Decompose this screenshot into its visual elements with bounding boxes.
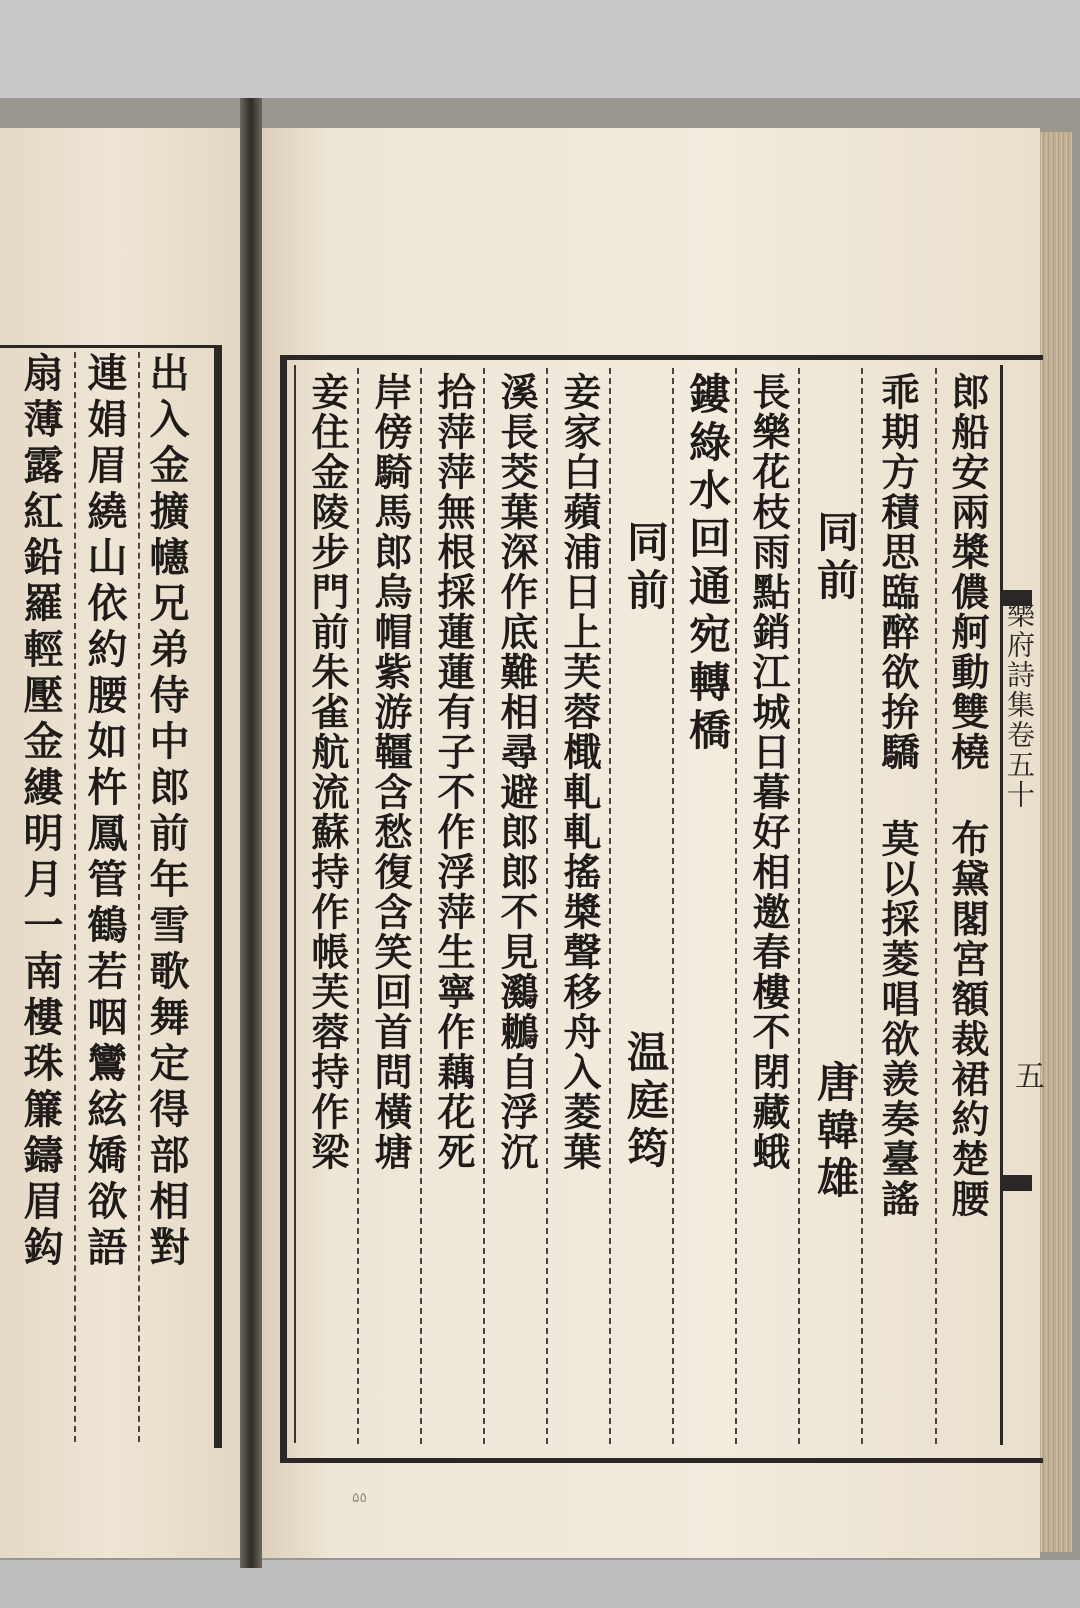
- column-rule: [483, 368, 485, 1444]
- text-column: 溪長茭葉深作底難相尋避郎郎不見鸂鶒自浮沉: [494, 372, 539, 1172]
- left-column-rule: [74, 352, 76, 1442]
- text-column: 妾住金陵步門前朱雀航流蘇持作帳芙蓉持作梁: [305, 372, 350, 1172]
- fish-tail-mark-lower: [1002, 1175, 1032, 1191]
- column-rule: [798, 368, 800, 1444]
- book-gutter: [240, 98, 262, 1568]
- text-column: 岸傍騎馬郎烏帽紫游韁含愁復含笑回首問橫塘: [368, 372, 413, 1172]
- column-rule: [420, 368, 422, 1444]
- text-column: 妾家白蘋浦日上芙蓉檝軋軋搖槳聲移舟入菱葉: [557, 372, 602, 1172]
- text-column: 鏤綠水回通宛轉橋: [683, 372, 732, 756]
- left-text-column: 連娟眉繞山依約腰如杵鳳管鶴若咽鸞絃嬌欲語: [81, 352, 128, 1272]
- left-text-column: 出入金擴幰兄弟侍中郎前年雪歌舞定得部相對: [143, 352, 190, 1272]
- column-rule: [672, 368, 674, 1444]
- column-rule: [861, 368, 863, 1444]
- fore-edge: [1040, 132, 1072, 1552]
- author-name: 温庭筠: [621, 1030, 670, 1174]
- text-column: 郎船安兩槳儂舸動雙橈 布黛閣宮額裁裙約楚腰: [945, 372, 990, 1219]
- left-text-column: 扇薄露紅鉛羅輕壓金縷明月一南樓珠簾鑄眉鈎: [17, 352, 64, 1272]
- text-column: 長樂花枝雨點銷江城日暮好相邀春樓不閉藏蛾: [746, 372, 791, 1172]
- column-rule: [609, 368, 611, 1444]
- scan-background-bottom: [0, 1560, 1080, 1608]
- page-mark: ۵٥: [352, 1490, 368, 1506]
- folio-number: 五: [1009, 1060, 1044, 1090]
- column-rule: [935, 368, 937, 1444]
- center-column-title: 樂府詩集卷五十: [1003, 600, 1036, 810]
- heading-same-title: 同前: [811, 510, 860, 606]
- scan-background-top: [0, 0, 1080, 98]
- column-rule: [546, 368, 548, 1444]
- column-rule: [357, 368, 359, 1444]
- left-column-rule: [138, 352, 140, 1442]
- text-column: 拾萍萍無根採蓮蓮有子不作浮萍生寧作藕花死: [431, 372, 476, 1172]
- author-name: 唐韓雄: [811, 1060, 860, 1204]
- column-rule: [735, 368, 737, 1444]
- text-column: 乖期方積思臨醉欲拚驕 莫以採菱唱欲羨奏臺謠: [875, 372, 920, 1219]
- heading-same-title: 同前: [621, 520, 670, 616]
- center-column: [1000, 365, 1037, 1445]
